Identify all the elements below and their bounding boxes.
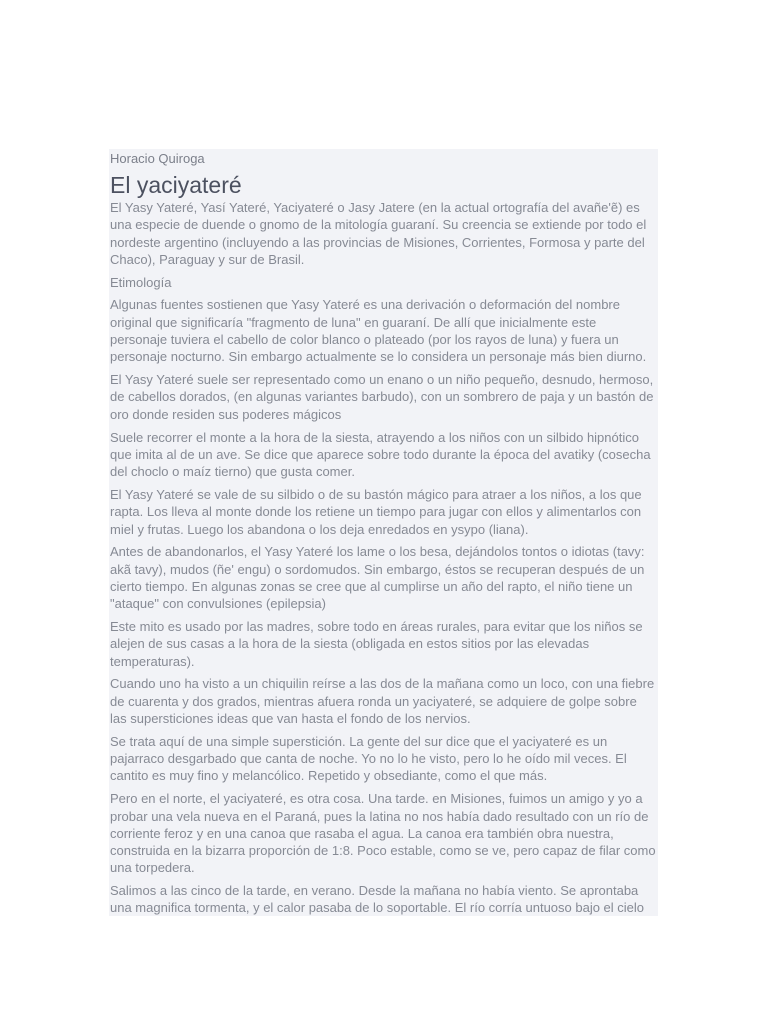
author-name: Horacio Quiroga bbox=[110, 151, 205, 166]
document-page bbox=[109, 149, 658, 916]
paragraph: El Yasy Yateré, Yasí Yateré, Yaciyateré o Jasy Jatere (en la actual ortografía del avañe'ẽ) es una especie de duende o gnomo de la mitología guaraní. Su creencia se extiende por todo el nordeste argentino (incluyendo a las provincias de Misiones, Corrientes, Formosa y parte del Chaco), Paraguay y sur de Brasil. bbox=[110, 200, 647, 267]
paragraph: Suele recorrer el monte a la hora de la siesta, atrayendo a los niños con un silbido hipnótico que imita al de un ave. Se dice que aparece sobre todo durante la época del avatiky (cosecha del choclo o maíz tierno) que gusta comer. bbox=[110, 429, 651, 480]
paragraph: Algunas fuentes sostienen que Yasy Yateré es una derivación o deformación del nombre original que significaría "fragmento de luna" en guaraní. De allí que inicialmente este personaje tuviera el cabello de color blanco o plateado (por los rayos de luna) y fuera un personaje nocturno. Sin embargo actualmente se lo considera un personaje más bien diurno. bbox=[110, 297, 647, 365]
paragraph: Antes de abandonarlos, el Yasy Yateré los lame o los besa, dejándolos tontos o idiotas (tavy: akã tavy), mudos (ñe' engu) o sordomudos. Sin embargo, éstos se recuperan después de un cierto tiempo. En algunas zonas se cree que al cumplirse un año del rapto, el niño tiene un "ataque" con convulsiones (epilepsia) bbox=[110, 544, 645, 612]
paragraph: Cuando uno ha visto a un chiquilin reírse a las dos de la mañana como un loco, con una fiebre de cuarenta y dos grados, mientras afuera ronda un yaciyateré, se adquiere de golpe sobre las supersticiones ideas que van hasta el fondo de los nervios. bbox=[110, 676, 655, 727]
section-heading-etimologia: Etimología bbox=[110, 274, 172, 290]
paragraph: Este mito es usado por las madres, sobre todo en áreas rurales, para evitar que los niños se alejen de sus casas a la hora de la siesta (obligada en estos sitios por las elevadas temperaturas). bbox=[110, 619, 643, 669]
paragraph: Salimos a las cinco de la tarde, en verano. Desde la mañana no había viento. Se aprontaba una magnifica tormenta, y el calor pasaba de lo soportable. El río corría untuoso bajo el cielo bbox=[110, 883, 645, 916]
paragraph: El Yasy Yateré se vale de su silbido o de su bastón mágico para atraer a los niños, a los que rapta. Los lleva al monte donde los retiene un tiempo para jugar con ellos y alimentarlos con miel y frutas. Luego los abandona o los deja enredados en ysypo (liana). bbox=[110, 486, 642, 537]
paragraph: Pero en el norte, el yaciyateré, es otra cosa. Una tarde. en Misiones, fuimos un amigo y yo a probar una vela nueva en el Paraná, pues la latina no nos había dado resultado con un río de corriente feroz y en una canoa que rasaba el agua. La canoa era también obra nuestra, construida en la bizarra proporción de 1:8. Poco estable, como se ve, pero capaz de filar como una torpedera. bbox=[110, 791, 656, 876]
document-title: El yaciyateré bbox=[110, 172, 242, 198]
paragraph: Se trata aquí de una simple superstición. La gente del sur dice que el yaciyateré es un pajarraco desgarbado que canta de noche. Yo no lo he visto, pero lo he oído mil veces. El cantito es muy fino y melancólico. Repetido y obsediante, como el que más. bbox=[110, 733, 627, 784]
paragraph: El Yasy Yateré suele ser representado como un enano o un niño pequeño, desnudo, hermoso, de cabellos dorados, (en algunas variantes barbudo), con un sombrero de paja y un bastón de oro donde residen sus poderes mágicos bbox=[110, 372, 654, 422]
